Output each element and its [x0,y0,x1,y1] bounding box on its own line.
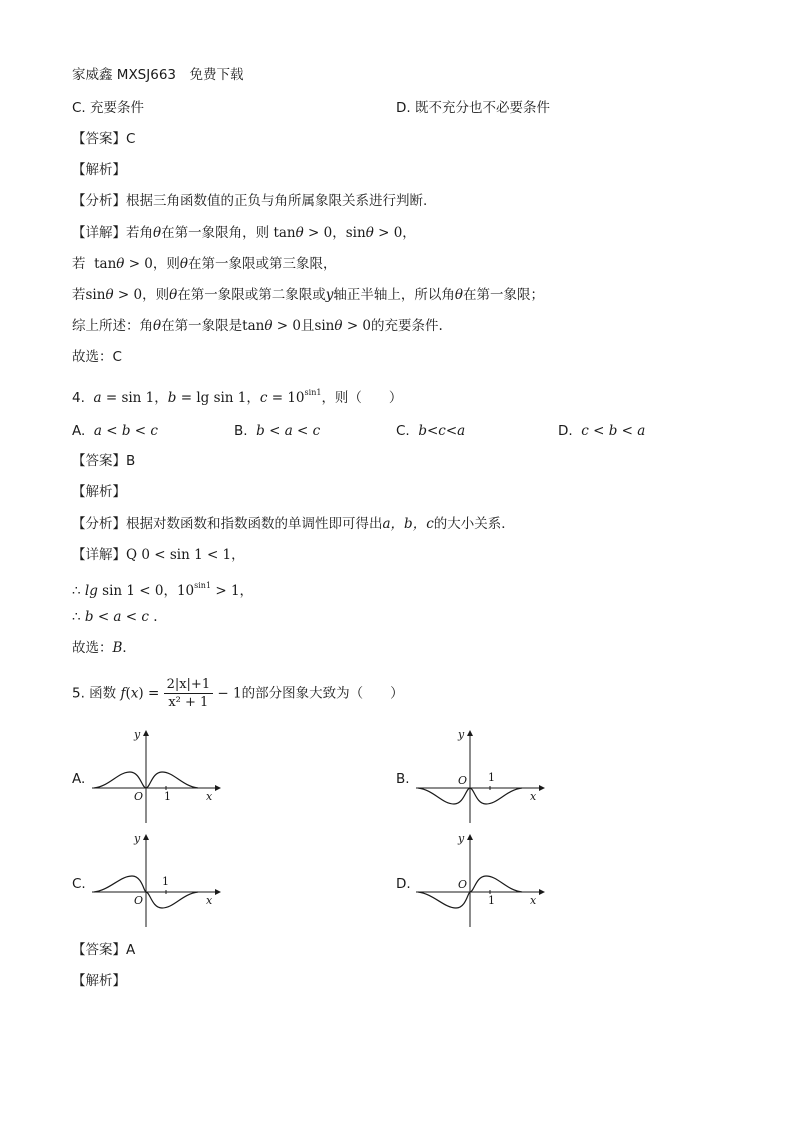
text: > 0的充要条件. [342,318,443,334]
label: C. [396,423,410,439]
theta: θ [454,287,463,303]
numerator: 2|x|+1 [164,676,214,694]
text: 根据对数函数和指数函数的单调性即可得出 [126,516,383,532]
text: 若角 [126,225,153,241]
tick-label: 1 [162,875,169,888]
q5-answer [72,941,135,959]
choice: B [112,640,123,656]
tick-label: 1 [164,790,171,803]
x: x [130,685,139,702]
text: 在第一象限； [463,287,544,303]
origin-label: O [458,878,468,891]
q5-jiexi: 【解析】 [72,973,126,989]
q4-jiexi: 【解析】 [72,484,126,500]
text: 轴正半轴上，所以角 [333,287,455,303]
text: 的大小关系． [433,516,515,532]
q4-choose [72,639,136,657]
x-arrow [215,785,221,791]
paren-close: ) [138,685,144,702]
q5-label-b: B. [396,771,410,787]
text: . [148,609,158,625]
q5-label-c: C. [72,876,86,892]
fenxi-tag: 【分析】 [72,516,126,532]
q4-option-c [396,422,465,440]
y-label: y [458,832,465,845]
lg: lg [84,583,98,599]
x-arrow [539,889,545,895]
value: b<c<a [418,423,466,439]
question-number: 4. [72,390,85,406]
theta: θ [169,287,178,303]
q4-fenxi [72,515,515,533]
tan: tan [94,256,117,272]
graph-d [414,832,544,932]
theta: θ [116,256,125,272]
theta: θ [264,318,273,334]
fenxi-text: 根据三角函数值的正负与角所属象限关系进行判断. [126,193,428,209]
text: = [143,685,164,702]
q3-detail-line-1 [72,224,416,242]
q4-option-d [558,422,645,440]
q3-detail-line-4 [72,317,443,335]
page-header: 家威鑫 MXSJ663 免费下载 [72,67,244,83]
x-label: x [206,790,213,803]
therefore: ∴ [72,609,85,625]
x-label: x [530,790,537,803]
text: 故选： [72,640,113,656]
theta: θ [153,225,162,241]
text: 若 [72,287,86,303]
answer-tag: 【答案】 [72,942,126,958]
q3-fenxi [72,192,427,210]
q3-option-c: C. 充要条件 [72,100,145,116]
text: 在第一象限是 [161,318,243,334]
tan: tan [273,225,296,241]
q5-stem [72,676,404,711]
sin: sin [85,287,106,303]
tick-label: 1 [488,771,495,784]
text: 综上所述：角 [72,318,153,334]
text: 在第一象限或第三象限， [188,256,337,272]
x-label: x [530,894,537,907]
text: > 0， [373,225,416,241]
tan: tan [242,318,265,334]
y-label: y [134,832,141,845]
y-label: y [134,728,141,741]
q3-answer [72,130,135,148]
fenxi-tag: 【分析】 [72,193,126,209]
answer-value: A [126,942,136,958]
text: > 0，则 [113,287,170,303]
graph-a [90,728,220,828]
text: − 1 [213,685,242,702]
y-arrow [143,730,149,736]
answer-value: B [126,453,136,469]
tick-label: 1 [488,894,495,907]
y-label: y [458,728,465,741]
y-arrow [467,730,473,736]
xiangjie-tag: 【详解】 [72,225,126,241]
exponent: sin1 [304,388,322,397]
q4-option-a [72,422,158,440]
text: 若 [72,256,86,272]
x-arrow [539,785,545,791]
q4-option-b [234,422,320,440]
theta: θ [153,318,162,334]
xiangjie-tag: 【详解】 [72,547,126,563]
q3-detail-line-2 [72,255,337,273]
answer-value: C [126,131,136,147]
theta: θ [334,318,343,334]
q3-choose: 故选：C [72,349,122,365]
text: ，则（ ） [321,390,403,406]
theta: θ [295,225,304,241]
y-var: y [325,287,334,303]
sin: sin [345,225,366,241]
text: = 10 [267,390,305,406]
var-a: a [93,390,102,406]
q3-option-d: D. 既不充分也不必要条件 [396,100,550,116]
q5-label-a: A. [72,771,86,787]
text: ． [122,640,136,656]
origin-label: O [458,774,468,787]
value: a < b < c [93,423,158,439]
text: 在第一象限或第二象限或 [177,287,326,303]
therefore: ∴ [72,583,85,599]
label: A. [72,423,86,439]
q4-stem [72,384,402,407]
paren-open: ( [125,685,131,702]
exponent: sin1 [194,581,212,590]
f: f [120,685,126,702]
q5-label-d: D. [396,876,411,892]
graph-b [414,728,544,828]
q4-detail-line-3 [72,608,158,626]
text: sin 1 < 0，10 [97,583,195,599]
text: > 0， [303,225,346,241]
y-arrow [143,834,149,840]
text: Q 0 < sin 1 < 1， [126,547,245,563]
graph-c [90,832,220,932]
text: 在第一象限角，则 [161,225,270,241]
q4-answer [72,452,135,470]
result: b < a < c [84,609,149,625]
var-c: c [259,390,268,406]
label: B. [234,423,248,439]
text: > 0，则 [124,256,180,272]
origin-label: O [134,790,144,803]
text: > 0且 [272,318,315,334]
question-number: 5. 函数 [72,685,117,702]
text: = lg sin 1， [176,390,260,406]
text: = sin 1， [101,390,168,406]
x-label: x [206,894,213,907]
text: > 1， [211,583,254,599]
q4-detail-line-2 [72,577,253,600]
origin-label: O [134,894,144,907]
theta: θ [179,256,189,272]
denominator: x² + 1 [168,695,209,710]
theta: θ [105,287,114,303]
label: D. [558,423,573,439]
answer-tag: 【答案】 [72,453,126,469]
sin: sin [314,318,335,334]
text: 的部分图象大致为（ ） [241,685,404,702]
q3-detail-line-3 [72,286,544,304]
vars: a，b，c [382,516,434,532]
fraction [164,676,214,711]
q4-detail-line-1 [72,546,245,564]
y-arrow [467,834,473,840]
answer-tag: 【答案】 [72,131,126,147]
var-b: b [167,390,177,406]
value: b < a < c [256,423,321,439]
q3-jiexi: 【解析】 [72,162,126,178]
x-arrow [215,889,221,895]
value: c < b < a [581,423,646,439]
theta: θ [365,225,374,241]
